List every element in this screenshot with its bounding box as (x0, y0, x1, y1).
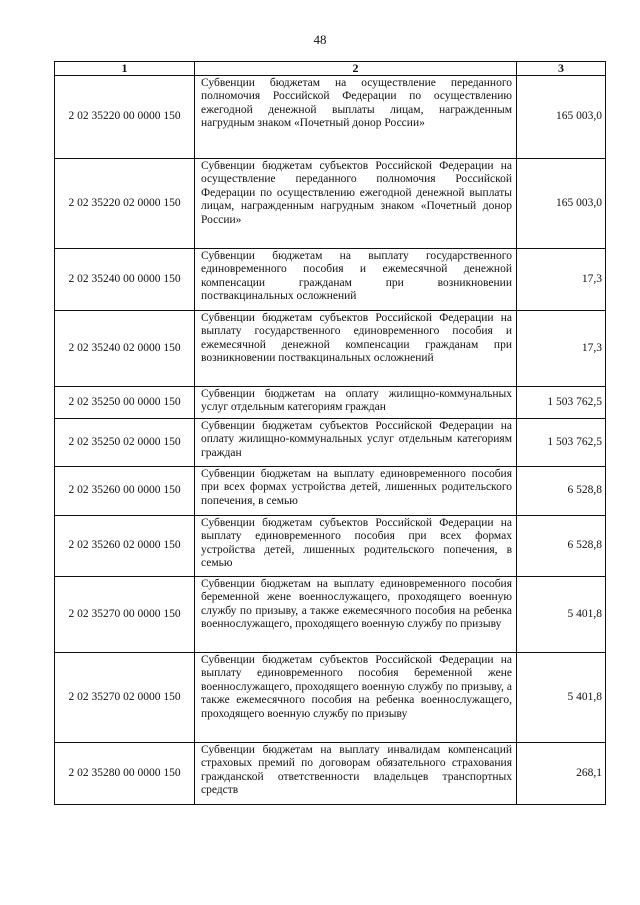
row-code: 2 02 35280 00 0000 150 (55, 743, 195, 805)
row-code: 2 02 35270 00 0000 150 (55, 577, 195, 653)
budget-table (54, 61, 606, 805)
table-row (55, 311, 606, 387)
row-description: Субвенции бюджетам на выплату единовременного пособия при всех формах устройства детей, лишенных родительского попечения, в семью (195, 467, 517, 516)
row-amount: 165 003,0 (517, 76, 606, 159)
row-amount: 17,3 (517, 249, 606, 311)
row-code: 2 02 35260 00 0000 150 (55, 467, 195, 516)
row-description: Субвенции бюджетам на выплату государственного единовременного пособия и ежемесячной денежной компенсации гражданам при возникновении поствакцинальных осложнений (195, 249, 517, 311)
row-amount: 1 503 762,5 (517, 387, 606, 419)
row-description: Субвенции бюджетам на выплату инвалидам компенсаций страховых премий по договорам обязательного страхования гражданской ответственности владельцев транспортных средств (195, 743, 517, 805)
table-row (55, 419, 606, 467)
row-code: 2 02 35220 00 0000 150 (55, 76, 195, 159)
row-amount: 165 003,0 (517, 159, 606, 249)
page-number: 48 (313, 32, 327, 47)
row-code: 2 02 35240 00 0000 150 (55, 249, 195, 311)
row-amount: 268,1 (517, 743, 606, 805)
table-row (55, 467, 606, 516)
row-amount: 1 503 762,5 (517, 419, 606, 467)
table-row (55, 743, 606, 805)
table-row (55, 516, 606, 577)
row-amount: 5 401,8 (517, 653, 606, 743)
row-amount: 6 528,8 (517, 467, 606, 516)
column-header-code: 1 (55, 62, 195, 76)
column-header-description: 2 (195, 62, 517, 76)
row-description: Субвенции бюджетам на осуществление переданного полномочия Российской Федерации по осуществлению ежегодной денежной выплаты лицам, награжденным нагрудным знаком «Почетный донор России» (195, 76, 517, 159)
column-header-amount: 3 (517, 62, 606, 76)
row-code: 2 02 35270 02 0000 150 (55, 653, 195, 743)
table-row (55, 653, 606, 743)
row-amount: 17,3 (517, 311, 606, 387)
row-description: Субвенции бюджетам на оплату жилищно-коммунальных услуг отдельным категориям граждан (195, 387, 517, 419)
row-description: Субвенции бюджетам субъектов Российской Федерации на оплату жилищно-коммунальных услуг отдельным категориям граждан (195, 419, 517, 467)
table-row (55, 387, 606, 419)
row-amount: 6 528,8 (517, 516, 606, 577)
table-header-row (55, 62, 606, 76)
row-amount: 5 401,8 (517, 577, 606, 653)
row-description: Субвенции бюджетам субъектов Российской Федерации на осуществление переданного полномочия Российской Федерации по осуществлению ежегодной денежной выплаты лицам, награжденным нагрудным знаком «Почетный донор России» (195, 159, 517, 249)
row-code: 2 02 35260 02 0000 150 (55, 516, 195, 577)
row-code: 2 02 35250 00 0000 150 (55, 387, 195, 419)
row-description: Субвенции бюджетам субъектов Российской Федерации на выплату единовременного пособия при всех формах устройства детей, лишенных родительского попечения, в семью (195, 516, 517, 577)
row-code: 2 02 35220 02 0000 150 (55, 159, 195, 249)
table-row (55, 577, 606, 653)
row-description: Субвенции бюджетам на выплату единовременного пособия беременной жене военнослужащего, проходящего военную службу по призыву, а также ежемесячного пособия на ребенка военнослужащего, проходящего военную службу по призыву (195, 577, 517, 653)
row-code: 2 02 35240 02 0000 150 (55, 311, 195, 387)
table-row (55, 159, 606, 249)
row-description: Субвенции бюджетам субъектов Российской Федерации на выплату государственного единовременного пособия и ежемесячной денежной компенсации гражданам при возникновении поствакцинальных осложнений (195, 311, 517, 387)
table-row (55, 249, 606, 311)
row-description: Субвенции бюджетам субъектов Российской Федерации на выплату единовременного пособия беременной жене военнослужащего, проходящего военную службу по призыву, а также ежемесячного пособия на ребенка военнослужащего, проходящего военную службу по призыву (195, 653, 517, 743)
table-row (55, 76, 606, 159)
row-code: 2 02 35250 02 0000 150 (55, 419, 195, 467)
